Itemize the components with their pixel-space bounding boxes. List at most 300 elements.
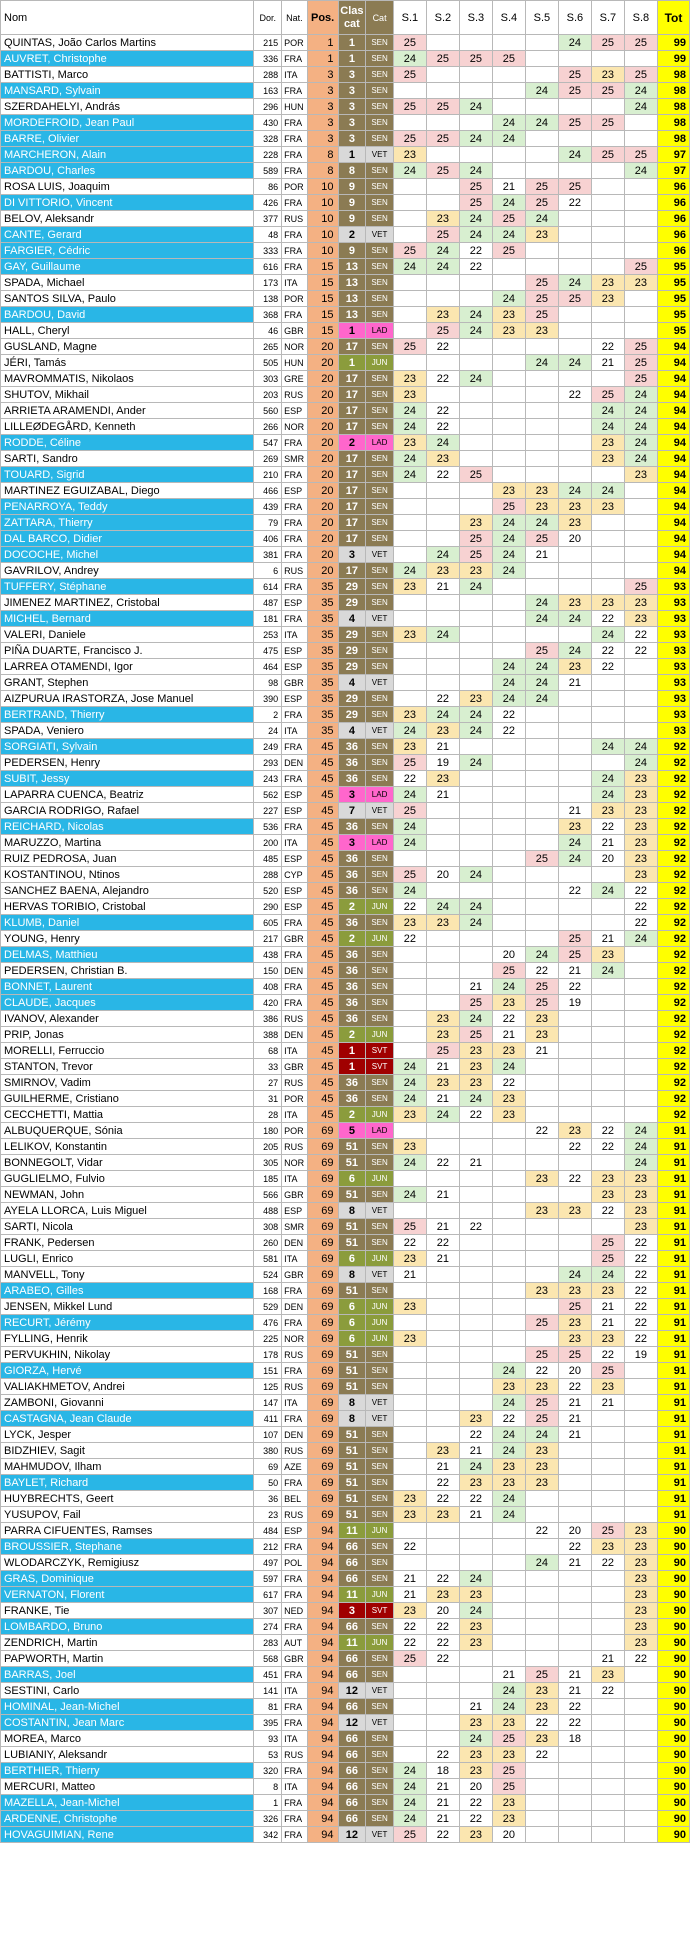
stage-1-score: 23 bbox=[393, 1139, 426, 1155]
table-row bbox=[1, 611, 690, 627]
table-row bbox=[1, 1171, 690, 1187]
stage-2-score bbox=[426, 643, 459, 659]
bib-number: 566 bbox=[254, 1187, 282, 1203]
athlete-name: BROUSSIER, Stephane bbox=[1, 1539, 254, 1555]
nationality: POR bbox=[282, 1123, 308, 1139]
category-badge: SEN bbox=[366, 1747, 394, 1763]
bib-number: 560 bbox=[254, 403, 282, 419]
stage-7-score bbox=[591, 1091, 624, 1107]
stage-5-score bbox=[525, 1507, 558, 1523]
stage-2-score: 22 bbox=[426, 691, 459, 707]
stage-4-score bbox=[492, 1523, 525, 1539]
stage-7-score: 23 bbox=[591, 803, 624, 819]
stage-6-score: 23 bbox=[558, 595, 591, 611]
stage-7-score bbox=[591, 51, 624, 67]
total-score: 91 bbox=[657, 1283, 689, 1299]
stage-8-score: 25 bbox=[624, 259, 657, 275]
stage-6-score: 24 bbox=[558, 643, 591, 659]
stage-5-score: 23 bbox=[525, 227, 558, 243]
category-position: 51 bbox=[338, 1443, 366, 1459]
bib-number: 205 bbox=[254, 1139, 282, 1155]
total-score: 93 bbox=[657, 595, 689, 611]
athlete-name: VALERI, Daniele bbox=[1, 627, 254, 643]
bib-number: 614 bbox=[254, 579, 282, 595]
category-badge: SEN bbox=[366, 883, 394, 899]
total-score: 96 bbox=[657, 243, 689, 259]
stage-6-score: 24 bbox=[558, 275, 591, 291]
stage-2-score: 25 bbox=[426, 163, 459, 179]
stage-3-score: 22 bbox=[459, 1427, 492, 1443]
stage-4-score bbox=[492, 611, 525, 627]
bib-number: 33 bbox=[254, 1059, 282, 1075]
stage-4-score: 23 bbox=[492, 1379, 525, 1395]
stage-2-score bbox=[426, 1267, 459, 1283]
category-position: 51 bbox=[338, 1475, 366, 1491]
stage-2-score: 21 bbox=[426, 1187, 459, 1203]
table-row bbox=[1, 1779, 690, 1795]
table-row bbox=[1, 963, 690, 979]
athlete-name: SANTOS SILVA, Paulo bbox=[1, 291, 254, 307]
table-row bbox=[1, 1827, 690, 1843]
stage-7-score: 25 bbox=[591, 387, 624, 403]
stage-7-score: 25 bbox=[591, 1523, 624, 1539]
bib-number: 411 bbox=[254, 1411, 282, 1427]
table-row bbox=[1, 467, 690, 483]
nationality: GBR bbox=[282, 1187, 308, 1203]
stage-3-score bbox=[459, 1123, 492, 1139]
stage-3-score: 24 bbox=[459, 723, 492, 739]
stage-5-score: 24 bbox=[525, 675, 558, 691]
overall-position: 1 bbox=[307, 35, 338, 51]
overall-position: 94 bbox=[307, 1555, 338, 1571]
bib-number: 185 bbox=[254, 1171, 282, 1187]
overall-position: 94 bbox=[307, 1763, 338, 1779]
stage-6-score bbox=[558, 1587, 591, 1603]
table-row bbox=[1, 1219, 690, 1235]
athlete-name: MARTINEZ EGUIZABAL, Diego bbox=[1, 483, 254, 499]
total-score: 98 bbox=[657, 115, 689, 131]
stage-7-score bbox=[591, 1443, 624, 1459]
stage-6-score bbox=[558, 99, 591, 115]
category-position: 66 bbox=[338, 1539, 366, 1555]
total-score: 91 bbox=[657, 1379, 689, 1395]
stage-6-score bbox=[558, 547, 591, 563]
stage-2-score bbox=[426, 499, 459, 515]
stage-1-score bbox=[393, 1283, 426, 1299]
stage-7-score bbox=[591, 1059, 624, 1075]
bib-number: 6 bbox=[254, 563, 282, 579]
overall-position: 94 bbox=[307, 1539, 338, 1555]
bib-number: 380 bbox=[254, 1443, 282, 1459]
stage-6-score: 20 bbox=[558, 1363, 591, 1379]
category-position: 29 bbox=[338, 579, 366, 595]
stage-8-score: 25 bbox=[624, 579, 657, 595]
table-row bbox=[1, 1315, 690, 1331]
athlete-name: AIZPURUA IRASTORZA, Jose Manuel bbox=[1, 691, 254, 707]
stage-3-score bbox=[459, 1283, 492, 1299]
category-badge: SEN bbox=[366, 1075, 394, 1091]
table-row bbox=[1, 1603, 690, 1619]
stage-8-score: 23 bbox=[624, 1539, 657, 1555]
category-position: 13 bbox=[338, 291, 366, 307]
category-badge: SEN bbox=[366, 451, 394, 467]
stage-5-score bbox=[525, 1811, 558, 1827]
stage-5-score: 25 bbox=[525, 979, 558, 995]
stage-3-score bbox=[459, 1299, 492, 1315]
athlete-name: BELOV, Aleksandr bbox=[1, 211, 254, 227]
stage-1-score bbox=[393, 323, 426, 339]
stage-6-score: 24 bbox=[558, 483, 591, 499]
overall-position: 20 bbox=[307, 467, 338, 483]
category-badge: SEN bbox=[366, 1651, 394, 1667]
stage-3-score bbox=[459, 787, 492, 803]
stage-6-score: 23 bbox=[558, 499, 591, 515]
stage-7-score bbox=[591, 1011, 624, 1027]
category-position: 17 bbox=[338, 371, 366, 387]
stage-5-score bbox=[525, 1331, 558, 1347]
nationality: FRA bbox=[282, 819, 308, 835]
stage-2-score bbox=[426, 963, 459, 979]
category-position: 9 bbox=[338, 211, 366, 227]
stage-4-score: 24 bbox=[492, 531, 525, 547]
nationality: ESP bbox=[282, 403, 308, 419]
stage-1-score: 25 bbox=[393, 867, 426, 883]
stage-1-score bbox=[393, 483, 426, 499]
bib-number: 69 bbox=[254, 1459, 282, 1475]
stage-6-score: 25 bbox=[558, 83, 591, 99]
stage-4-score bbox=[492, 1571, 525, 1587]
stage-2-score: 23 bbox=[426, 307, 459, 323]
total-score: 96 bbox=[657, 227, 689, 243]
stage-1-score bbox=[393, 1683, 426, 1699]
table-row bbox=[1, 1331, 690, 1347]
stage-1-score bbox=[393, 227, 426, 243]
category-badge: JUN bbox=[366, 1171, 394, 1187]
stage-5-score bbox=[525, 131, 558, 147]
nationality: FRA bbox=[282, 1667, 308, 1683]
overall-position: 20 bbox=[307, 515, 338, 531]
total-score: 91 bbox=[657, 1475, 689, 1491]
stage-4-score bbox=[492, 387, 525, 403]
stage-1-score: 25 bbox=[393, 339, 426, 355]
stage-4-score: 20 bbox=[492, 1827, 525, 1843]
stage-6-score bbox=[558, 51, 591, 67]
bib-number: 320 bbox=[254, 1763, 282, 1779]
stage-1-score: 24 bbox=[393, 1091, 426, 1107]
nationality: ESP bbox=[282, 1523, 308, 1539]
stage-7-score: 21 bbox=[591, 355, 624, 371]
table-row bbox=[1, 1683, 690, 1699]
table-row bbox=[1, 643, 690, 659]
stage-3-score bbox=[459, 675, 492, 691]
category-badge: SEN bbox=[366, 739, 394, 755]
athlete-name: MERCURI, Matteo bbox=[1, 1779, 254, 1795]
table-row bbox=[1, 163, 690, 179]
overall-position: 45 bbox=[307, 739, 338, 755]
stage-2-score: 24 bbox=[426, 435, 459, 451]
stage-4-score: 25 bbox=[492, 499, 525, 515]
nationality: FRA bbox=[282, 1411, 308, 1427]
total-score: 98 bbox=[657, 67, 689, 83]
athlete-name: CANTE, Gerard bbox=[1, 227, 254, 243]
stage-4-score: 24 bbox=[492, 547, 525, 563]
stage-4-score: 23 bbox=[492, 1091, 525, 1107]
stage-4-score bbox=[492, 371, 525, 387]
category-badge: JUN bbox=[366, 1635, 394, 1651]
stage-5-score: 24 bbox=[525, 595, 558, 611]
category-badge: SEN bbox=[366, 627, 394, 643]
table-row bbox=[1, 1811, 690, 1827]
stage-6-score bbox=[558, 627, 591, 643]
stage-1-score bbox=[393, 1011, 426, 1027]
category-position: 11 bbox=[338, 1635, 366, 1651]
overall-position: 20 bbox=[307, 483, 338, 499]
category-position: 6 bbox=[338, 1251, 366, 1267]
stage-2-score bbox=[426, 1683, 459, 1699]
category-position: 66 bbox=[338, 1571, 366, 1587]
stage-7-score: 23 bbox=[591, 1539, 624, 1555]
stage-2-score bbox=[426, 83, 459, 99]
overall-position: 45 bbox=[307, 947, 338, 963]
stage-8-score bbox=[624, 243, 657, 259]
stage-8-score: 22 bbox=[624, 1299, 657, 1315]
bib-number: 210 bbox=[254, 467, 282, 483]
stage-6-score bbox=[558, 211, 591, 227]
total-score: 95 bbox=[657, 291, 689, 307]
category-badge: VET bbox=[366, 227, 394, 243]
stage-6-score: 25 bbox=[558, 1299, 591, 1315]
category-position: 3 bbox=[338, 83, 366, 99]
table-row bbox=[1, 1795, 690, 1811]
athlete-name: SORGIATI, Sylvain bbox=[1, 739, 254, 755]
stage-8-score: 24 bbox=[624, 83, 657, 99]
total-score: 92 bbox=[657, 819, 689, 835]
total-score: 94 bbox=[657, 435, 689, 451]
stage-4-score: 23 bbox=[492, 1811, 525, 1827]
category-position: 17 bbox=[338, 499, 366, 515]
stage-1-score bbox=[393, 1747, 426, 1763]
stage-5-score: 24 bbox=[525, 115, 558, 131]
athlete-name: GUGLIELMO, Fulvio bbox=[1, 1171, 254, 1187]
stage-8-score: 24 bbox=[624, 163, 657, 179]
table-row bbox=[1, 1699, 690, 1715]
category-position: 29 bbox=[338, 691, 366, 707]
category-badge: SEN bbox=[366, 195, 394, 211]
overall-position: 35 bbox=[307, 723, 338, 739]
table-row bbox=[1, 1763, 690, 1779]
athlete-name: LOMBARDO, Bruno bbox=[1, 1619, 254, 1635]
nationality: ESP bbox=[282, 691, 308, 707]
stage-6-score: 22 bbox=[558, 1379, 591, 1395]
stage-7-score bbox=[591, 1411, 624, 1427]
table-row bbox=[1, 723, 690, 739]
category-position: 17 bbox=[338, 483, 366, 499]
category-position: 4 bbox=[338, 723, 366, 739]
stage-1-score bbox=[393, 963, 426, 979]
stage-8-score bbox=[624, 1043, 657, 1059]
stage-7-score bbox=[591, 227, 624, 243]
athlete-name: PARRA CIFUENTES, Ramses bbox=[1, 1523, 254, 1539]
bib-number: 266 bbox=[254, 419, 282, 435]
stage-3-score: 23 bbox=[459, 1043, 492, 1059]
stage-3-score bbox=[459, 419, 492, 435]
overall-position: 20 bbox=[307, 419, 338, 435]
stage-2-score: 22 bbox=[426, 467, 459, 483]
stage-1-score: 23 bbox=[393, 1507, 426, 1523]
total-score: 93 bbox=[657, 643, 689, 659]
stage-7-score bbox=[591, 531, 624, 547]
stage-2-score: 23 bbox=[426, 1587, 459, 1603]
stage-5-score: 25 bbox=[525, 275, 558, 291]
nationality: FRA bbox=[282, 1283, 308, 1299]
stage-5-score: 25 bbox=[525, 1395, 558, 1411]
bib-number: 138 bbox=[254, 291, 282, 307]
stage-3-score bbox=[459, 291, 492, 307]
stage-7-score bbox=[591, 1795, 624, 1811]
stage-1-score: 23 bbox=[393, 387, 426, 403]
athlete-name: ALBUQUERQUE, Sónia bbox=[1, 1123, 254, 1139]
nationality: RUS bbox=[282, 563, 308, 579]
table-row bbox=[1, 691, 690, 707]
category-badge: SEN bbox=[366, 291, 394, 307]
stage-3-score bbox=[459, 355, 492, 371]
stage-6-score bbox=[558, 1011, 591, 1027]
stage-8-score: 24 bbox=[624, 419, 657, 435]
stage-2-score: 22 bbox=[426, 1827, 459, 1843]
stage-1-score bbox=[393, 1411, 426, 1427]
overall-position: 94 bbox=[307, 1699, 338, 1715]
stage-3-score: 25 bbox=[459, 531, 492, 547]
stage-2-score: 23 bbox=[426, 915, 459, 931]
stage-5-score bbox=[525, 739, 558, 755]
category-position: 3 bbox=[338, 787, 366, 803]
total-score: 97 bbox=[657, 147, 689, 163]
nationality: FRA bbox=[282, 915, 308, 931]
total-score: 93 bbox=[657, 707, 689, 723]
stage-3-score bbox=[459, 1203, 492, 1219]
athlete-name: BARRAS, Joel bbox=[1, 1667, 254, 1683]
stage-4-score bbox=[492, 1123, 525, 1139]
stage-3-score: 24 bbox=[459, 1571, 492, 1587]
table-row bbox=[1, 435, 690, 451]
stage-4-score bbox=[492, 1619, 525, 1635]
nationality: POL bbox=[282, 1555, 308, 1571]
overall-position: 15 bbox=[307, 275, 338, 291]
category-badge: SEN bbox=[366, 1475, 394, 1491]
nationality: FRA bbox=[282, 771, 308, 787]
stage-7-score: 23 bbox=[591, 1187, 624, 1203]
stage-6-score bbox=[558, 419, 591, 435]
overall-position: 20 bbox=[307, 451, 338, 467]
stage-1-score: 24 bbox=[393, 787, 426, 803]
nationality: FRA bbox=[282, 707, 308, 723]
category-position: 17 bbox=[338, 339, 366, 355]
athlete-name: AUVRET, Christophe bbox=[1, 51, 254, 67]
category-position: 36 bbox=[338, 755, 366, 771]
stage-4-score bbox=[492, 851, 525, 867]
stage-5-score: 24 bbox=[525, 611, 558, 627]
overall-position: 69 bbox=[307, 1235, 338, 1251]
nationality: GBR bbox=[282, 675, 308, 691]
overall-position: 94 bbox=[307, 1779, 338, 1795]
stage-2-score bbox=[426, 1555, 459, 1571]
athlete-name: MAHMUDOV, Ilham bbox=[1, 1459, 254, 1475]
stage-5-score: 23 bbox=[525, 1379, 558, 1395]
stage-7-score: 25 bbox=[591, 35, 624, 51]
stage-3-score bbox=[459, 1267, 492, 1283]
stage-4-score bbox=[492, 643, 525, 659]
stage-1-score bbox=[393, 995, 426, 1011]
stage-2-score: 19 bbox=[426, 755, 459, 771]
stage-4-score bbox=[492, 803, 525, 819]
stage-1-score bbox=[393, 1715, 426, 1731]
stage-3-score bbox=[459, 739, 492, 755]
category-badge: SEN bbox=[366, 1811, 394, 1827]
athlete-name: MICHEL, Bernard bbox=[1, 611, 254, 627]
category-position: 66 bbox=[338, 1667, 366, 1683]
stage-8-score: 25 bbox=[624, 67, 657, 83]
stage-7-score bbox=[591, 1635, 624, 1651]
overall-position: 69 bbox=[307, 1251, 338, 1267]
bib-number: 227 bbox=[254, 803, 282, 819]
stage-1-score: 24 bbox=[393, 1075, 426, 1091]
nationality: FRA bbox=[282, 243, 308, 259]
nationality: SMR bbox=[282, 451, 308, 467]
stage-5-score bbox=[525, 1795, 558, 1811]
stage-6-score bbox=[558, 771, 591, 787]
category-badge: SEN bbox=[366, 595, 394, 611]
stage-6-score bbox=[558, 1459, 591, 1475]
overall-position: 15 bbox=[307, 323, 338, 339]
total-score: 92 bbox=[657, 883, 689, 899]
stage-5-score: 25 bbox=[525, 643, 558, 659]
stage-5-score bbox=[525, 243, 558, 259]
stage-4-score: 21 bbox=[492, 1027, 525, 1043]
header-name: Nom bbox=[1, 1, 254, 35]
total-score: 93 bbox=[657, 691, 689, 707]
stage-1-score bbox=[393, 1043, 426, 1059]
category-position: 66 bbox=[338, 1555, 366, 1571]
nationality: ESP bbox=[282, 803, 308, 819]
stage-3-score bbox=[459, 1331, 492, 1347]
stage-1-score: 24 bbox=[393, 819, 426, 835]
nationality: RUS bbox=[282, 1075, 308, 1091]
table-row bbox=[1, 323, 690, 339]
stage-5-score: 24 bbox=[525, 1555, 558, 1571]
category-position: 29 bbox=[338, 659, 366, 675]
table-row bbox=[1, 1187, 690, 1203]
overall-position: 1 bbox=[307, 51, 338, 67]
overall-position: 15 bbox=[307, 259, 338, 275]
stage-8-score: 22 bbox=[624, 1315, 657, 1331]
stage-6-score bbox=[558, 1027, 591, 1043]
stage-3-score: 24 bbox=[459, 915, 492, 931]
total-score: 92 bbox=[657, 771, 689, 787]
stage-7-score bbox=[591, 1763, 624, 1779]
athlete-name: VERNATON, Florent bbox=[1, 1587, 254, 1603]
category-position: 51 bbox=[338, 1347, 366, 1363]
stage-4-score bbox=[492, 451, 525, 467]
overall-position: 94 bbox=[307, 1747, 338, 1763]
category-position: 12 bbox=[338, 1715, 366, 1731]
stage-3-score bbox=[459, 1363, 492, 1379]
stage-8-score bbox=[624, 1507, 657, 1523]
nationality: GBR bbox=[282, 1059, 308, 1075]
stage-8-score: 22 bbox=[624, 1235, 657, 1251]
bib-number: 520 bbox=[254, 883, 282, 899]
stage-5-score bbox=[525, 1155, 558, 1171]
overall-position: 45 bbox=[307, 1027, 338, 1043]
